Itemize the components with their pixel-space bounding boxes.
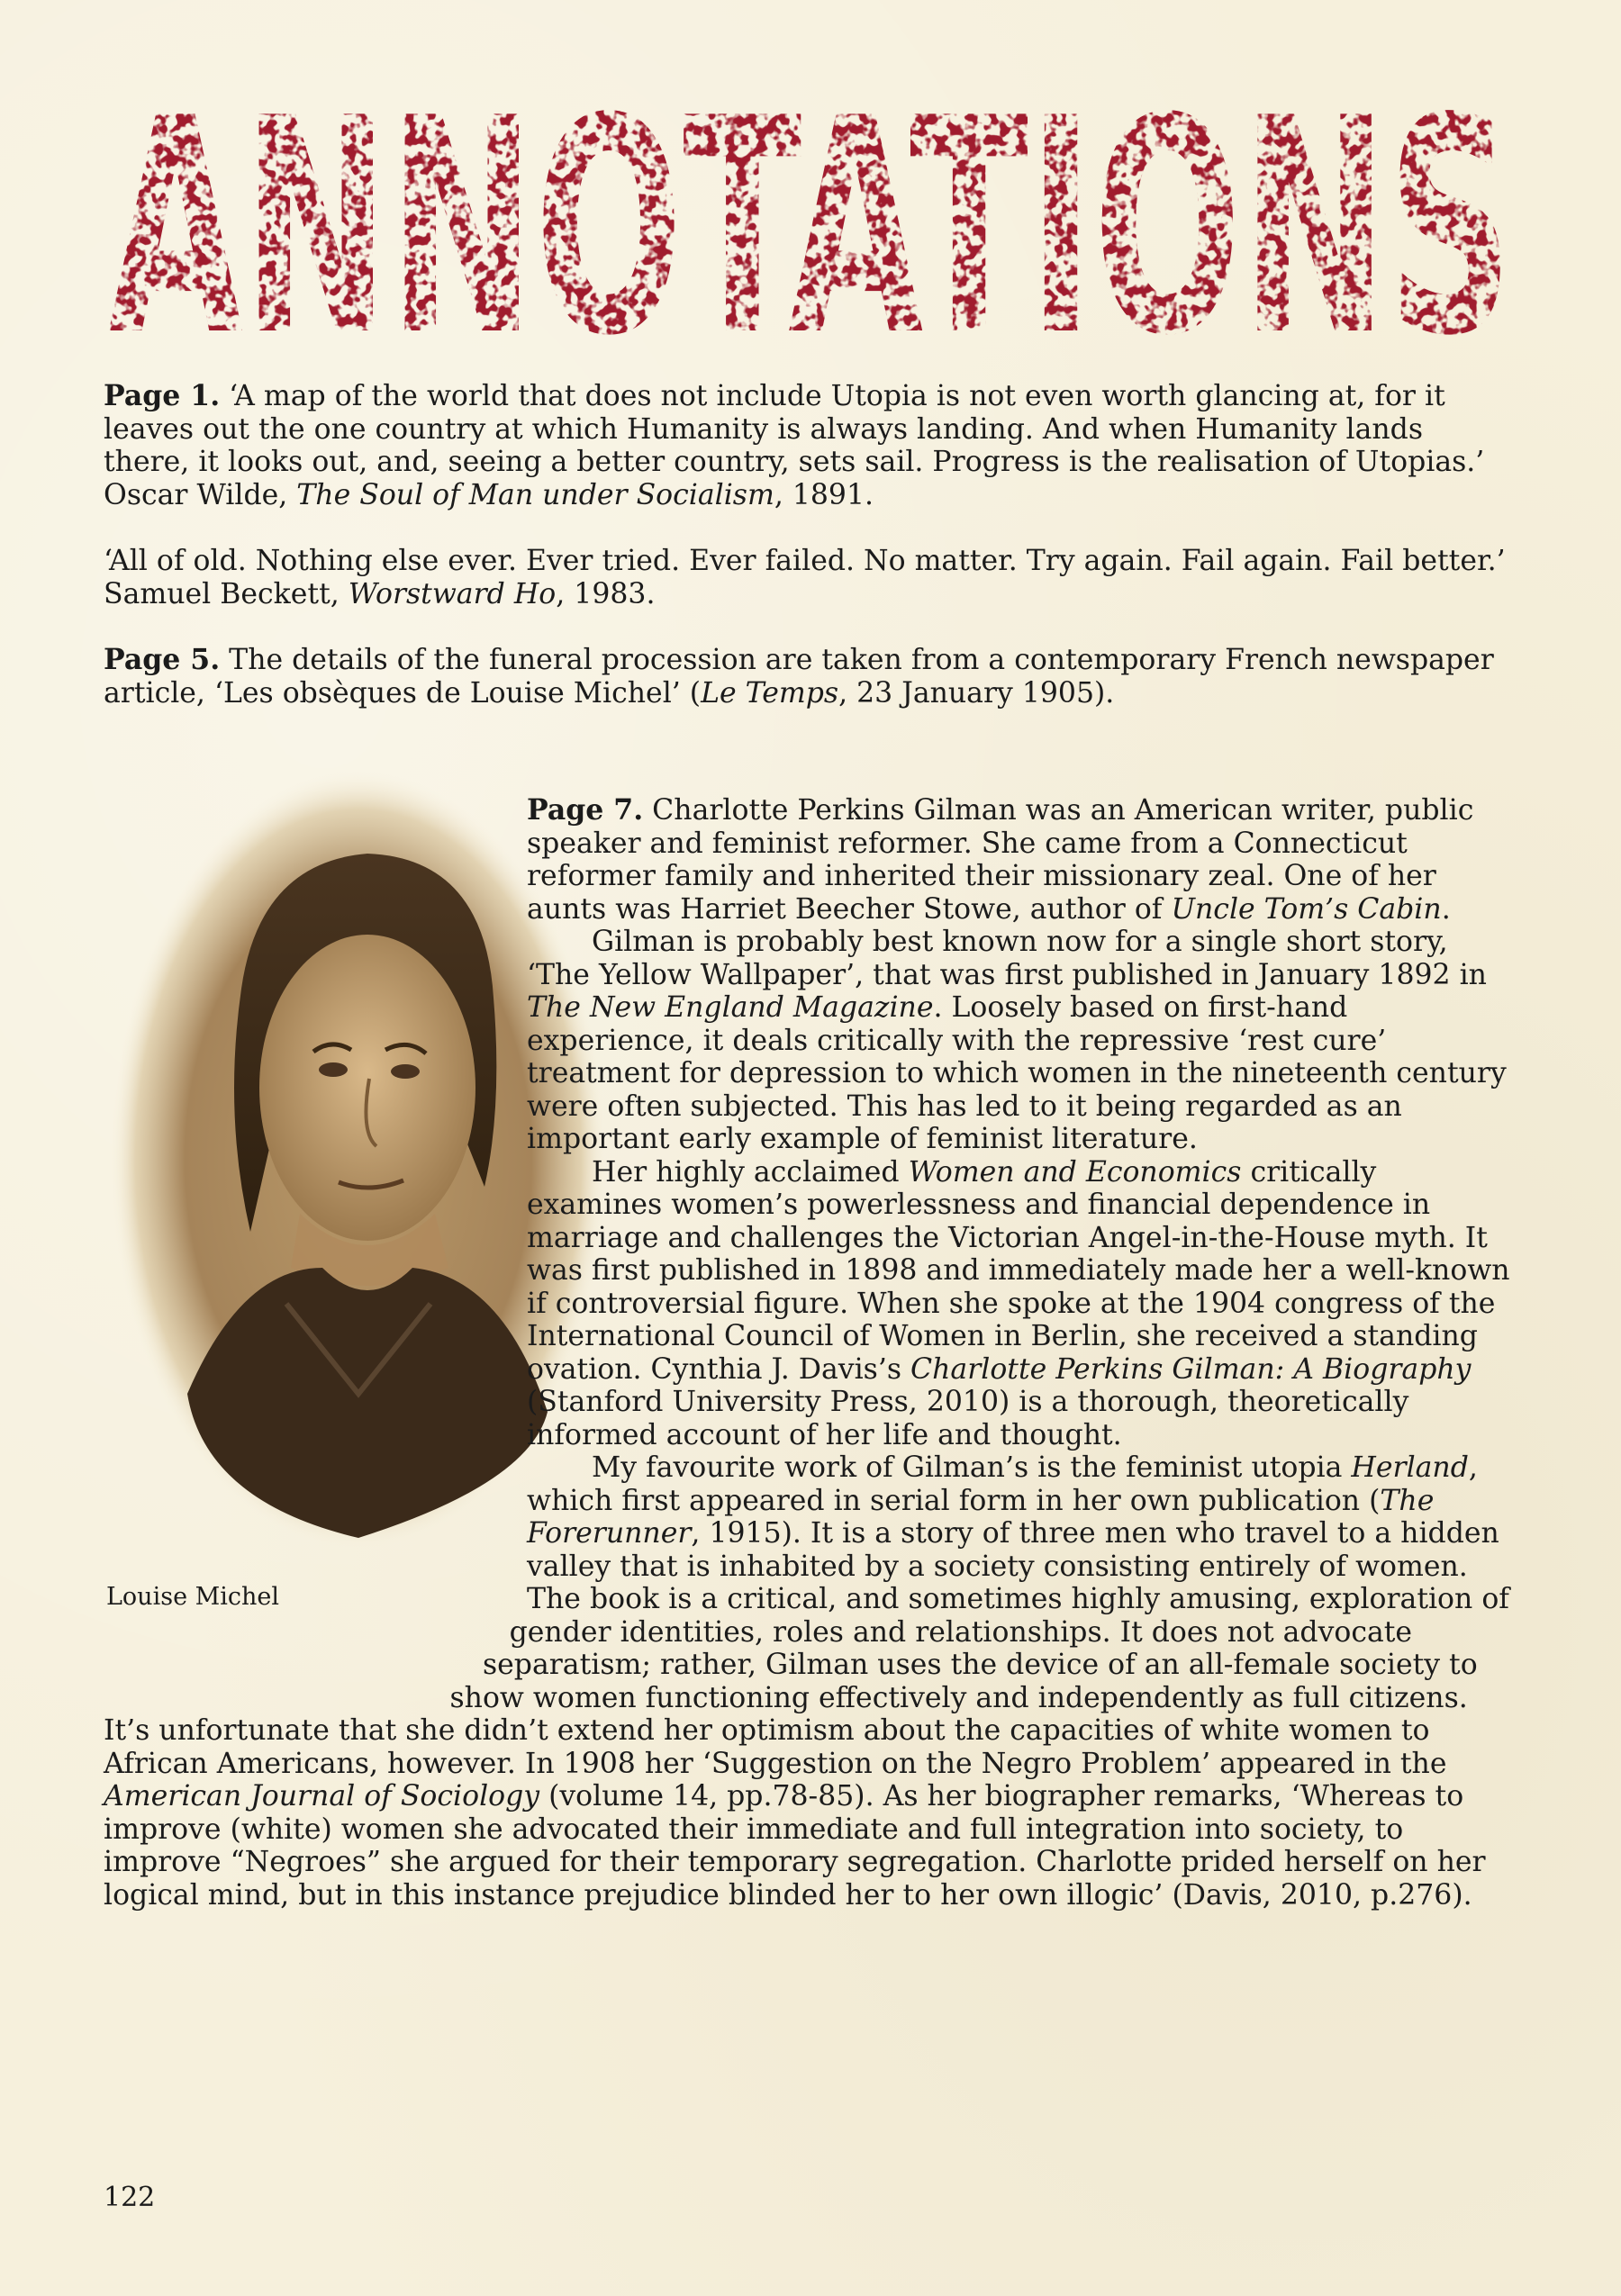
beckett-text-end: , 1983. — [556, 577, 656, 610]
uncle-toms-cabin-title: Uncle Tom’s Cabin — [1171, 892, 1442, 926]
page-5-label: Page 5. — [104, 643, 221, 676]
new-england-magazine-title: The New England Magazine — [527, 991, 934, 1024]
annotation-page-5 — [104, 644, 1517, 710]
page-7-text-4b: , which first appeared in serial form in her own publication ( — [527, 1451, 1478, 1517]
page-1-label: Page 1. — [104, 379, 221, 412]
page-7-text-1: Charlotte Perkins Gilman was an American writer, public speaker and feminist reformer. She came from a Connecticut reformer family and inherited their missionary zeal. One of her aunts was Harriet Beecher Stowe, author of — [527, 794, 1474, 926]
beckett-book-title: Worstward Ho — [348, 577, 557, 610]
page-number: 122 — [104, 2182, 156, 2213]
page-7-text-3a: Her highly acclaimed — [592, 1155, 909, 1189]
page-7-text-2b: . Loosely based on first-hand experience, it deals critically with the repressive ‘rest cure’ treatment for depression to which women in the nineteenth century were often subjected. This has led to it being regarded as an important early example of feminist literature. — [527, 991, 1507, 1155]
title-text: ANNOTATIONS — [108, 86, 1513, 356]
page-1-paragraph — [104, 380, 1517, 511]
page-title — [106, 86, 1515, 356]
page-5-source: Le Temps — [701, 676, 839, 710]
page-7-text-2a: Gilman is probably best known now for a single short story, ‘The Yellow Wallpaper’, that was first published in January 1892 in — [527, 926, 1487, 991]
page-7-text-4a: My favourite work of Gilman’s is the feminist utopia — [592, 1451, 1352, 1484]
page-1-text: ‘A map of the world that does not include Utopia is not even worth glancing at, for it leaves out the one country at which Humanity is always landing. And when Humanity lands there, it looks out, and, seeing a better country, sets sail. Progress is the realisation of Utopias.’ Oscar Wilde, — [104, 380, 1485, 511]
page-1-text-end: , 1891. — [774, 478, 874, 511]
page-5-text-end: , 23 January 1905). — [838, 676, 1115, 710]
journal-title: American Journal of Sociology — [104, 1780, 540, 1812]
page-7-text-4d: (volume 14, pp.78-85). As her biographer remarks, ‘Whereas to improve (white) women she advocated their immediate and full integration into society, to improve “Negroes” she argued for their temporary segregation. Charlotte prided herself on her logical mind, but in this instance prejudice blinded her to her own illogic’ (Davis, 2010, p.276). — [104, 1780, 1486, 1912]
beckett-text: ‘All of old. Nothing else ever. Ever tried. Ever failed. No matter. Try again. Fail again. Fail better.’ Samuel Beckett, — [104, 545, 1506, 610]
page-7-text-3c: (Stanford University Press, 2010) is a thorough, theoretically informed account of her life and thought. — [527, 1386, 1409, 1451]
page-7-label: Page 7. — [527, 793, 644, 827]
portrait-caption: Louise Michel — [106, 1583, 280, 1611]
beckett-quote — [104, 545, 1517, 610]
page-1-book-title: The Soul of Man under Socialism — [296, 478, 774, 511]
biography-title: Charlotte Perkins Gilman: A Biography — [910, 1352, 1472, 1386]
forerunner-title: The Forerunner — [527, 1484, 1435, 1550]
page-7-text-4c: , 1915). It is a story of three men who travel to a hidden valley that is inhabited by a society consisting entirely of women. The book is a critical, and sometimes highly amusing, exploration of gender identities, roles and relationships. It does not advocate separatism; rather, Gilman uses the device of an all-female society to show women functioning effectively and independently as full citizens. It’s unfortunate that she didn’t extend her optimism about the capacities of white women to African Americans, however. In 1908 her ‘Suggestion on the Negro Problem’ appeared in the — [104, 1517, 1509, 1780]
annotation-page-1 — [104, 380, 1517, 710]
women-and-economics-title: Women and Economics — [908, 1155, 1242, 1189]
annotation-page-7 — [104, 794, 1517, 1912]
page-7-text-3b: critically examines women’s powerlessness and financial dependence in marriage and challenges the Victorian Angel-in-the-House myth. It was first published in 1898 and immediately made her a well-known if controversial figure. When she spoke at the 1904 congress of the International Council of Women in Berlin, she received a standing ovation. Cynthia J. Davis’s — [527, 1155, 1510, 1386]
page-5-text: The details of the funeral procession are taken from a contemporary French newspaper article, ‘Les obsèques de Louise Michel’ ( — [104, 644, 1494, 710]
herland-title: Herland — [1351, 1451, 1469, 1484]
page-7-text-1-end: . — [1441, 892, 1451, 926]
